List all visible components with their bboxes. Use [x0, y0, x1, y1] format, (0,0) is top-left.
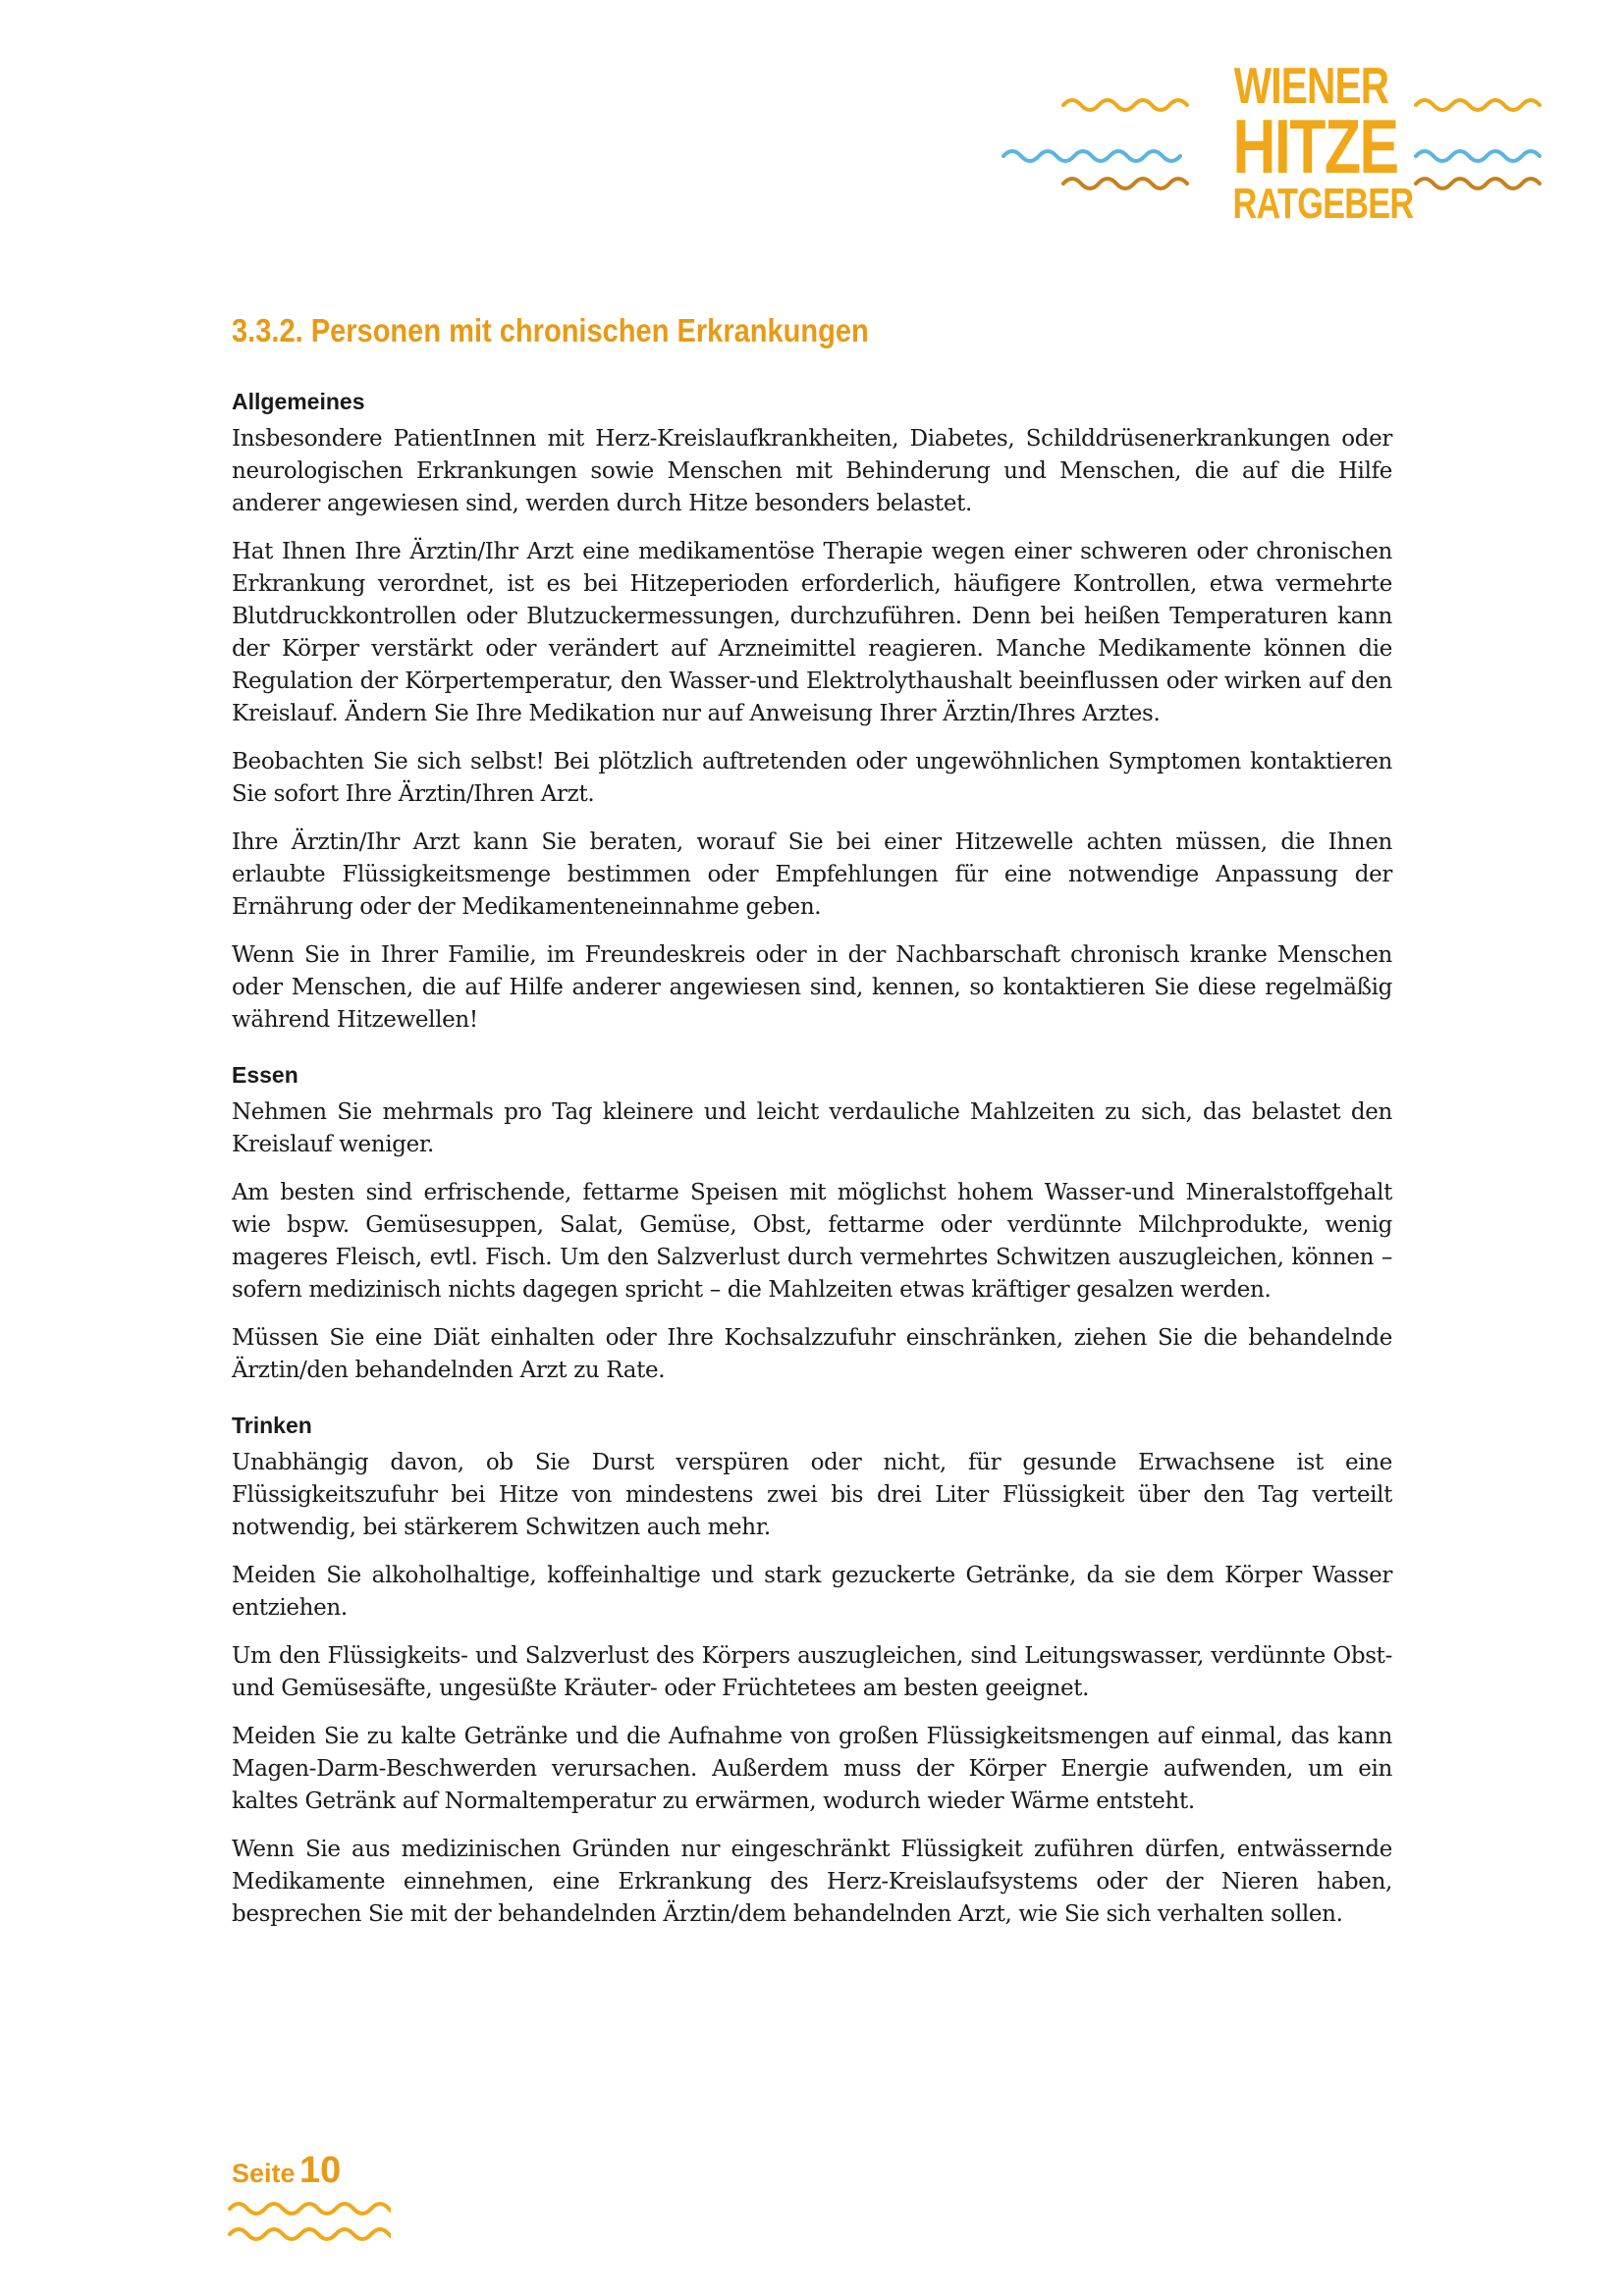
section-trinken	[232, 1413, 1392, 1931]
section-title: Trinken	[232, 1413, 312, 1438]
page-label: Seite	[232, 2159, 296, 2188]
page-number-value: 10	[299, 2150, 342, 2191]
paragraph: Unabhängig davon, ob Sie Durst verspüren oder nicht, für gesunde Erwachsene ist eine Flüssigkeitszufuhr bei Hitze von mindestens zwei bis drei Liter Flüssigkeit über den Tag verteilt notwendig, bei stärkerem Schwitzen auch mehr.	[232, 1450, 1392, 1540]
paragraph: Hat Ihnen Ihre Ärztin/Ihr Arzt eine medikamentöse Therapie wegen einer schweren oder chronischen Erkrankung verordnet, ist es bei Hitzeperioden erforderlich, häufigere Kontrollen, etwa vermehrte Blutdruckkontrollen oder Blutzuckermessungen, durchzuführen. Denn bei heißen Temperaturen kann der Körper verstärkt oder verändert auf Arzneimittel reagieren. Manche Medikamente können die Regulation der Körpertemperatur, den Wasser-und Elektrolythaushalt beeinflussen oder wirken auf den Kreislauf. Ändern Sie Ihre Medikation nur auf Anweisung Ihrer Ärztin/Ihres Arztes.	[232, 539, 1392, 726]
paragraph: Meiden Sie alkoholhaltige, koffeinhaltige und stark gezuckerte Getränke, da sie dem Körper Wasser entziehen.	[232, 1563, 1392, 1621]
page-footer	[232, 2150, 341, 2192]
wiener-hitze-ratgeber-logo	[997, 58, 1546, 228]
logo-line-1: WIENER	[1233, 58, 1389, 115]
logo-line-2: HITZE	[1232, 103, 1398, 189]
paragraph: Wenn Sie aus medizinischen Gründen nur eingeschränkt Flüssigkeit zuführen dürfen, entwässernde Medikamente einnehmen, eine Erkrankung des Herz-Kreislaufsystems oder der Nieren haben, besprechen Sie mit der behandelnden Ärztin/dem behandelnden Arzt, wie Sie sich verhalten sollen.	[232, 1837, 1392, 1927]
page-title: 3.3.2. Personen mit chronischen Erkrankungen	[232, 312, 869, 348]
paragraph: Wenn Sie in Ihrer Familie, im Freundeskreis oder in der Nachbarschaft chronisch kranke Menschen oder Menschen, die auf Hilfe anderer angewiesen sind, kennen, so kontaktieren Sie diese regelmäßig während Hitzewellen!	[232, 942, 1392, 1033]
logo-text	[1211, 58, 1414, 228]
paragraph: Nehmen Sie mehrmals pro Tag kleinere und leicht verdauliche Mahlzeiten zu sich, das belastet den Kreislauf weniger.	[232, 1099, 1392, 1157]
main-content	[232, 312, 1392, 1947]
section-title: Allgemeines	[232, 389, 365, 414]
paragraph: Meiden Sie zu kalte Getränke und die Aufnahme von großen Flüssigkeitsmengen auf einmal, das kann Magen-Darm-Beschwerden verursachen. Außerdem muss der Körper Energie aufwenden, um ein kaltes Getränk auf Normaltemperatur zu erwärmen, wodurch wieder Wärme entsteht.	[232, 1724, 1392, 1814]
paragraph: Insbesondere PatientInnen mit Herz-Kreislaufkrankheiten, Diabetes, Schilddrüsenerkrankungen oder neurologischen Erkrankungen sowie Menschen mit Behinderung und Menschen, die auf die Hilfe anderer angewiesen sind, werden durch Hitze besonders belastet.	[232, 426, 1392, 516]
paragraph: Ihre Ärztin/Ihr Arzt kann Sie beraten, worauf Sie bei einer Hitzewelle achten müssen, die Ihnen erlaubte Flüssigkeitsmenge bestimmen oder Empfehlungen für eine notwendige Anpassung der Ernährung oder der Medikamenteneinnahme geben.	[232, 829, 1392, 920]
paragraph: Müssen Sie eine Diät einhalten oder Ihre Kochsalzzufuhr einschränken, ziehen Sie die behandelnde Ärztin/den behandelnden Arzt zu Rate.	[232, 1325, 1392, 1383]
paragraph: Am besten sind erfrischende, fettarme Speisen mit möglichst hohem Wasser-und Mineralstoffgehalt wie bspw. Gemüsesuppen, Salat, Gemüse, Obst, fettarme oder verdünnte Milchprodukte, wenig mageres Fleisch, evtl. Fisch. Um den Salzverlust durch vermehrtes Schwitzen auszugleichen, können – sofern medizinisch nichts dagegen spricht – die Mahlzeiten etwas kräftiger gesalzen werden.	[232, 1180, 1392, 1303]
paragraph: Um den Flüssigkeits- und Salzverlust des Körpers auszugleichen, sind Leitungswasser, verdünnte Obst- und Gemüsesäfte, ungesüßte Kräuter- oder Früchtetees am besten geeignet.	[232, 1643, 1392, 1701]
section-title: Essen	[232, 1062, 298, 1088]
section-essen	[232, 1062, 1392, 1387]
section-allgemeines	[232, 389, 1392, 1037]
paragraph: Beobachten Sie sich selbst! Bei plötzlich auftretenden oder ungewöhnlichen Symptomen kontaktieren Sie sofort Ihre Ärztin/Ihren Arzt.	[232, 749, 1392, 807]
logo-line-3: RATGEBER	[1232, 180, 1414, 228]
page-number	[232, 2150, 342, 2191]
footer-waves-icon	[224, 2189, 391, 2248]
